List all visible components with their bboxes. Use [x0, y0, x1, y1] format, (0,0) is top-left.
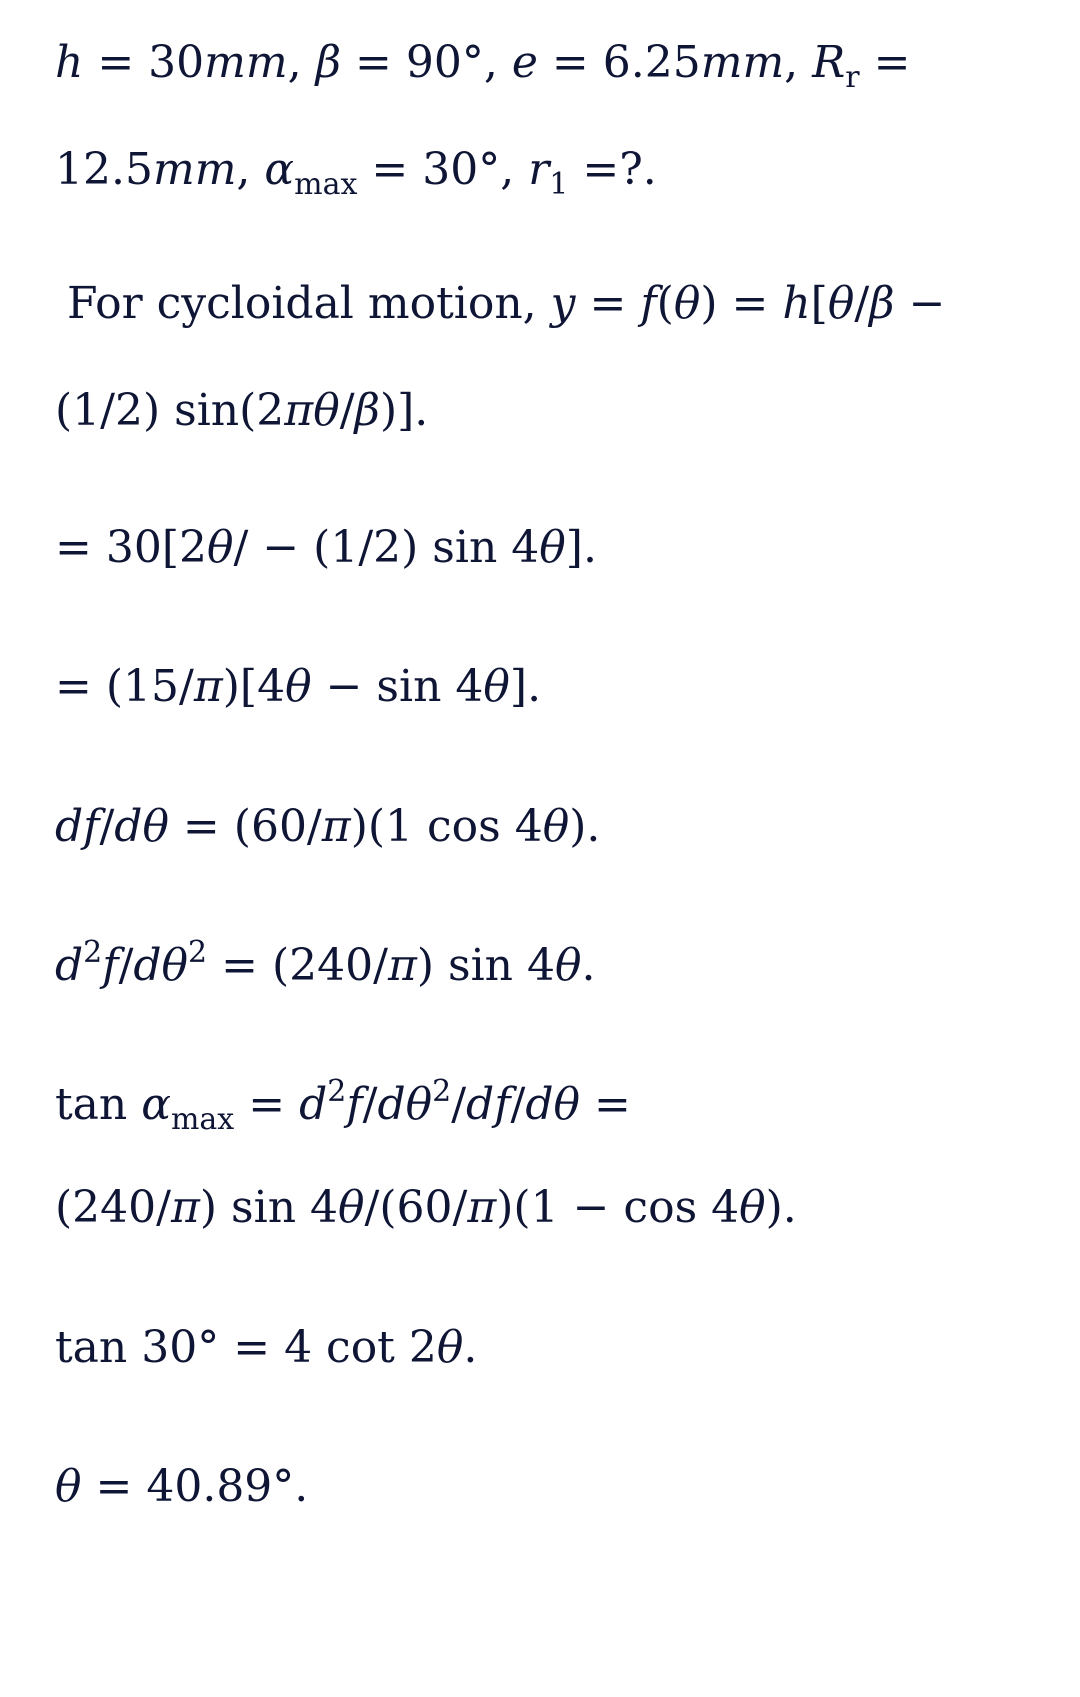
math-segment: ).	[569, 801, 601, 852]
math-segment: .	[463, 1322, 478, 1373]
math-segment: =	[575, 278, 641, 329]
math-segment: = 30°,	[357, 144, 529, 195]
substitution-line	[55, 518, 597, 578]
math-segment: h	[55, 37, 84, 88]
math-segment: /	[118, 940, 134, 991]
math-segment: θ	[542, 801, 570, 852]
math-segment: )(1 − cos 4	[496, 1182, 740, 1233]
math-segment: max	[170, 1102, 235, 1137]
math-segment: mm	[700, 37, 785, 88]
math-segment: θ	[285, 661, 312, 712]
math-segment: (240/	[55, 1182, 171, 1233]
tan30-line	[55, 1318, 477, 1378]
math-segment: h	[782, 278, 811, 329]
second-derivative-line	[55, 936, 596, 996]
math-segment: β	[354, 385, 380, 436]
math-segment: = 30	[83, 37, 205, 88]
math-segment: θ	[207, 522, 234, 573]
math-segment: f	[346, 1079, 363, 1130]
math-segment: ) sin 4	[199, 1182, 339, 1233]
math-segment: θ	[673, 278, 701, 329]
math-segment: = 40.89°.	[81, 1461, 309, 1512]
math-segment: θ	[338, 1182, 365, 1233]
math-segment: e	[511, 37, 538, 88]
math-segment: tan 30° = 4 cot 2	[55, 1322, 437, 1373]
math-segment: )].	[379, 385, 429, 436]
math-segment: =?.	[568, 144, 657, 195]
tan-alpha-line-2	[55, 1178, 797, 1238]
math-segment: θ	[555, 940, 582, 991]
math-segment: =	[234, 1079, 300, 1130]
math-segment: β	[869, 278, 895, 329]
math-segment: β	[315, 37, 342, 88]
math-segment: dθ	[114, 801, 169, 852]
math-segment: y	[550, 278, 576, 329]
given-line-1	[55, 33, 911, 93]
math-segment: = (240/	[207, 940, 388, 991]
given-line-2	[55, 140, 657, 200]
math-segment: ) sin 4	[416, 940, 555, 991]
math-segment: π	[193, 661, 223, 712]
math-segment: (1/2) sin(2	[55, 385, 285, 436]
math-segment: .	[581, 940, 596, 991]
math-segment: θ	[739, 1182, 766, 1233]
math-segment: 2	[432, 1074, 452, 1109]
math-segment: /	[510, 1079, 526, 1130]
math-segment: f	[640, 278, 657, 329]
math-segment: /(60/	[364, 1182, 468, 1233]
math-segment: r	[845, 60, 860, 95]
math-segment: / − (1/2) sin 4	[233, 522, 540, 573]
math-segment: 2	[83, 935, 103, 970]
math-segment: π	[170, 1182, 200, 1233]
math-segment: θ	[55, 1461, 82, 1512]
tan-alpha-line-1	[55, 1075, 631, 1135]
math-segment: d	[299, 1079, 328, 1130]
math-segment: For cycloidal motion,	[67, 278, 551, 329]
math-segment: [	[810, 278, 828, 329]
math-segment: (	[656, 278, 674, 329]
math-segment: dθ	[377, 1079, 433, 1130]
math-segment: = (15/	[55, 661, 194, 712]
math-segment: −	[894, 278, 946, 329]
math-segment: dθ	[525, 1079, 580, 1130]
math-segment: df	[55, 801, 100, 852]
math-segment: = 30[2	[55, 522, 208, 573]
math-segment: /	[339, 385, 355, 436]
math-segment: dθ	[133, 940, 189, 991]
math-segment: df	[466, 1079, 511, 1130]
math-segment: d	[55, 940, 84, 991]
math-segment: 2	[188, 935, 208, 970]
cycloidal-line-1	[67, 274, 945, 334]
math-segment: 2	[327, 1074, 347, 1109]
math-segment: max	[294, 167, 358, 202]
math-segment: /	[362, 1079, 378, 1130]
math-segment: πθ	[284, 385, 340, 436]
math-segment: ).	[765, 1182, 797, 1233]
math-segment: ) =	[700, 278, 783, 329]
math-segment: /	[451, 1079, 467, 1130]
math-segment: /	[854, 278, 870, 329]
math-segment: θ	[539, 522, 566, 573]
math-segment: = 90°,	[341, 37, 512, 88]
math-segment: /	[99, 801, 115, 852]
math-segment: 12.5	[55, 144, 153, 195]
math-segment: 1	[549, 167, 569, 202]
first-derivative-line	[55, 797, 600, 857]
math-segment: ].	[509, 661, 542, 712]
cycloidal-line-2	[55, 381, 428, 441]
math-segment: =	[579, 1079, 631, 1130]
math-segment: )[4	[222, 661, 286, 712]
math-segment: θ	[483, 661, 510, 712]
math-segment: ].	[565, 522, 597, 573]
math-segment: π	[321, 801, 351, 852]
math-segment: − sin 4	[311, 661, 484, 712]
theta-result-line	[55, 1457, 308, 1517]
math-segment: ,	[236, 144, 265, 195]
math-segment: r	[528, 144, 550, 195]
math-segment: α	[141, 1079, 171, 1130]
math-segment: f	[102, 940, 119, 991]
math-segment: ,	[287, 37, 316, 88]
math-segment: π	[387, 940, 417, 991]
math-segment: π	[467, 1182, 497, 1233]
math-segment: θ	[827, 278, 855, 329]
math-segment: = (60/	[168, 801, 322, 852]
math-segment: =	[859, 37, 911, 88]
math-segment: ,	[784, 37, 813, 88]
math-segment: tan	[55, 1079, 142, 1130]
math-segment: α	[264, 144, 295, 195]
math-segment: )(1 cos 4	[350, 801, 543, 852]
math-segment: = 6.25	[537, 37, 701, 88]
simplified-line	[55, 657, 541, 717]
math-segment: θ	[436, 1322, 464, 1373]
math-segment: mm	[204, 37, 288, 88]
math-segment: mm	[152, 144, 237, 195]
math-segment: R	[812, 37, 846, 88]
